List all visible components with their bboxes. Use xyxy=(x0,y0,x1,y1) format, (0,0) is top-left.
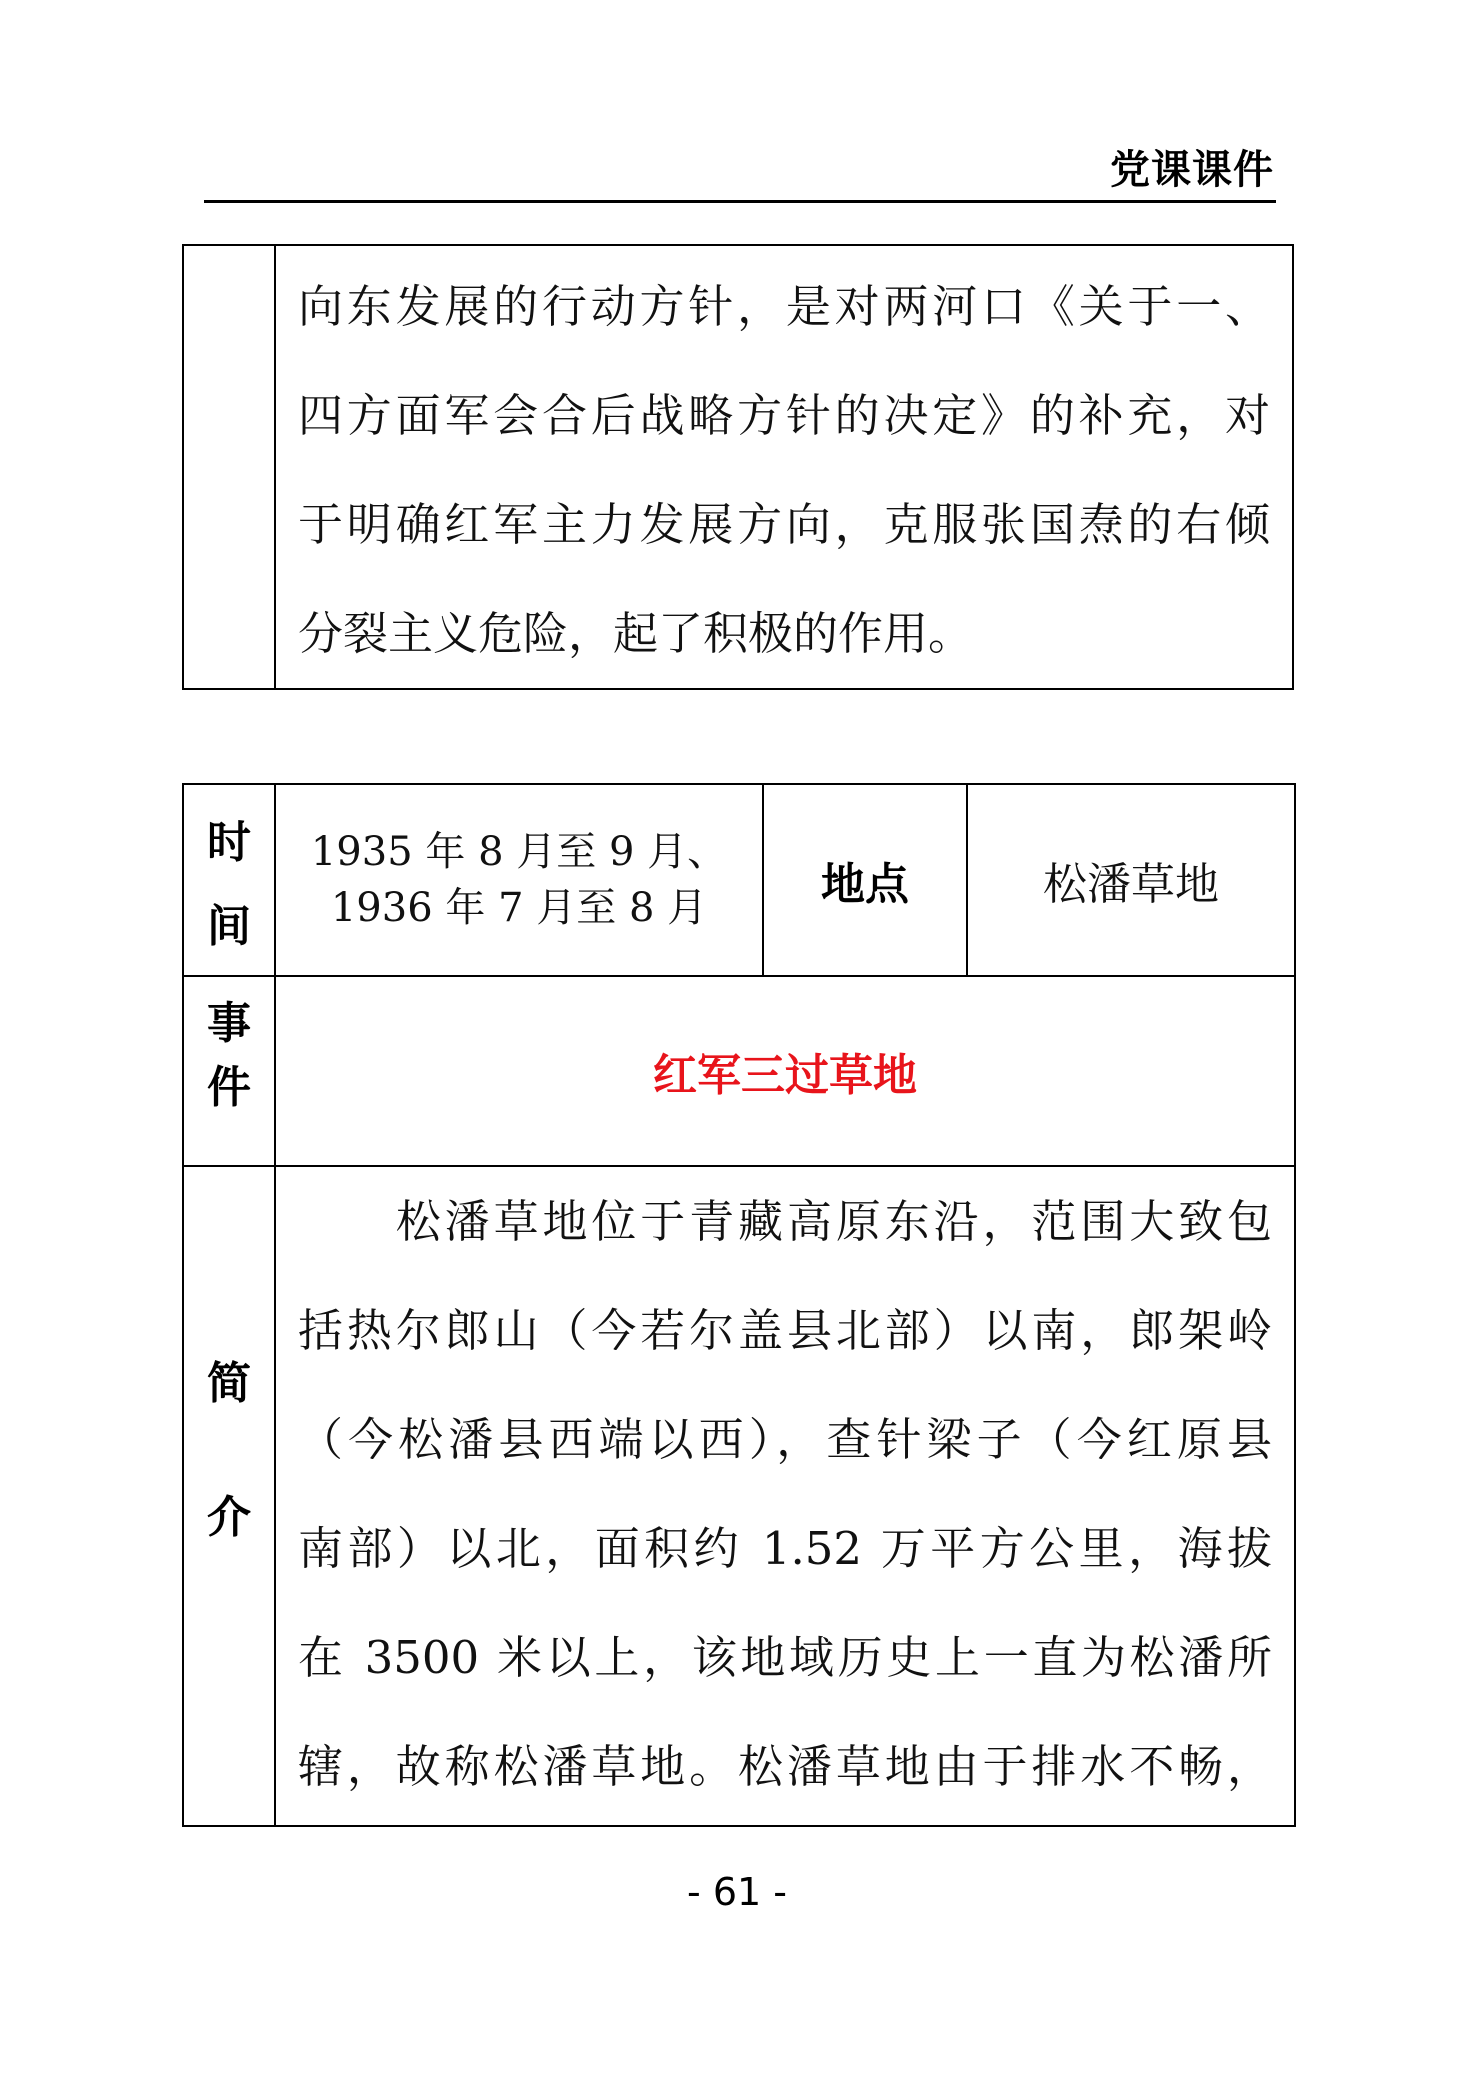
header-rule xyxy=(204,200,1276,203)
intro-label-char: 介 xyxy=(207,1492,251,1543)
text-line: （今松潘县西端以西），查针梁子（今红原县 xyxy=(298,1413,1272,1466)
text-line: 辖，故称松潘草地。松潘草地由于排水不畅， xyxy=(298,1740,1272,1793)
text-line: 括热尔郎山（今若尔盖县北部）以南，郎架岭 xyxy=(298,1304,1272,1357)
time-value-cell xyxy=(275,784,763,976)
text-line: 于明确红军主力发展方向，克服张国焘的右倾 xyxy=(298,498,1270,551)
continuation-text-cell xyxy=(275,245,1293,689)
event-label-char: 件 xyxy=(207,1062,251,1113)
continuation-label-cell xyxy=(183,245,275,689)
time-label-char: 时 xyxy=(207,817,251,868)
text-line: 四方面军会合后战略方针的决定》的补充，对 xyxy=(298,389,1270,442)
text-line: 向东发展的行动方针，是对两河口《关于一、 xyxy=(298,280,1270,333)
intro-text-cell xyxy=(275,1166,1295,1826)
event-label-cell xyxy=(183,976,275,1166)
header-title: 党课课件 xyxy=(1110,147,1274,193)
location-value-cell xyxy=(967,784,1295,976)
location-label-cell xyxy=(763,784,967,976)
time-value-line: 1936 年 7 月至 8 月 xyxy=(330,885,708,931)
continuation-table xyxy=(182,244,1294,690)
text-line: 南部）以北，面积约 1.52 万平方公里，海拔 xyxy=(298,1522,1272,1575)
time-label-char: 间 xyxy=(207,901,251,952)
time-value-line: 1935 年 8 月至 9 月、 xyxy=(310,829,728,875)
continuation-text xyxy=(298,252,1270,688)
event-record-table xyxy=(182,783,1296,1827)
event-label-char: 事 xyxy=(207,998,251,1049)
intro-label-cell xyxy=(183,1166,275,1826)
intro-text xyxy=(298,1167,1272,1821)
event-title: 红军三过草地 xyxy=(653,1050,917,1101)
time-label-cell xyxy=(183,784,275,976)
text-line: 分裂主义危险，起了积极的作用。 xyxy=(298,607,974,660)
text-line: 松潘草地位于青藏高原东沿，范围大致包 xyxy=(298,1195,1272,1248)
text-line: 在 3500 米以上，该地域历史上一直为松潘所 xyxy=(298,1631,1272,1684)
location-label: 地点 xyxy=(821,859,909,910)
event-value-cell xyxy=(275,976,1295,1166)
location-value: 松潘草地 xyxy=(1043,859,1219,910)
intro-label-char: 简 xyxy=(207,1358,251,1409)
page-number: - 61 - xyxy=(687,1870,787,1914)
